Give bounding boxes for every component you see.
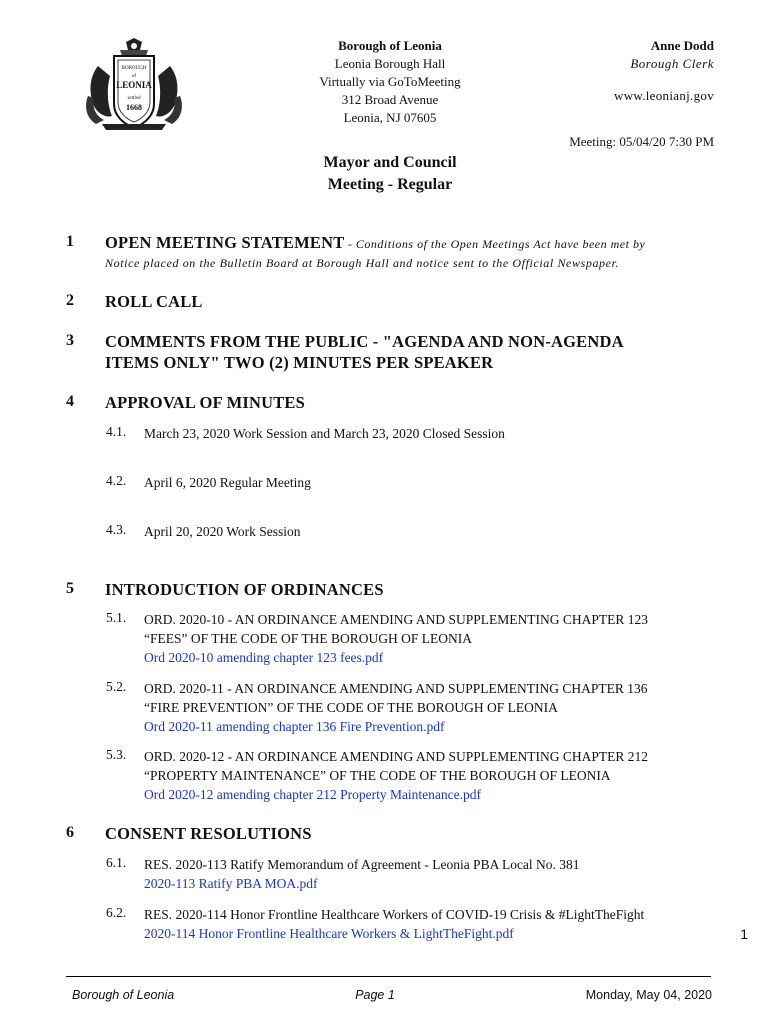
ordinance-line-1: ORD. 2020-10 - AN ORDINANCE AMENDING AND SUPPLEMENTING CHAPTER 123	[144, 612, 649, 627]
section-number: 6	[66, 824, 74, 841]
clerk-name: Anne Dodd	[650, 38, 714, 53]
section-title-line-1: COMMENTS FROM THE PUBLIC - "AGENDA AND NON-AGENDA	[105, 332, 624, 351]
seal-text-year: 1668	[126, 103, 142, 112]
website[interactable]: www.leonianj.gov	[614, 88, 714, 103]
section-number: 3	[66, 332, 74, 349]
item-number: 4.3.	[106, 522, 127, 537]
street-address: 312 Broad Avenue	[341, 92, 439, 107]
title-line-2: Meeting - Regular	[327, 176, 453, 193]
resolution-attachment-link[interactable]: 2020-113 Ratify PBA MOA.pdf	[144, 876, 318, 891]
org-name: Borough of Leonia	[338, 38, 442, 53]
seal-text-borough: BOROUGH	[121, 66, 147, 71]
title-line-1: Mayor and Council	[323, 154, 457, 171]
ordinance-attachment-link[interactable]: Ord 2020-12 amending chapter 212 Property Maintenance.pdf	[144, 787, 482, 802]
ordinance-line-2: “FEES” OF THE CODE OF THE BOROUGH OF LEONIA	[144, 631, 473, 646]
resolution-attachment-link[interactable]: 2020-114 Honor Frontline Healthcare Workers & LightTheFight.pdf	[144, 926, 514, 941]
item-number: 4.1.	[106, 424, 127, 439]
ordinance-item	[144, 610, 714, 667]
section-title-public-comments	[105, 331, 725, 373]
ordinance-attachment-link[interactable]: Ord 2020-11 amending chapter 136 Fire Prevention.pdf	[144, 719, 445, 734]
seal-text-of: of	[131, 74, 137, 79]
ordinance-line-1: ORD. 2020-11 - AN ORDINANCE AMENDING AND SUPPLEMENTING CHAPTER 136	[144, 681, 648, 696]
city-address: Leonia, NJ 07605	[343, 110, 437, 125]
minutes-item: April 20, 2020 Work Session	[144, 524, 301, 539]
section-number: 4	[66, 393, 74, 410]
ordinance-line-1: ORD. 2020-12 - AN ORDINANCE AMENDING AND SUPPLEMENTING CHAPTER 212	[144, 749, 649, 764]
item-number: 5.1.	[106, 610, 127, 625]
section-title-roll-call: ROLL CALL	[105, 292, 203, 311]
item-number: 5.3.	[106, 747, 127, 762]
side-page-number: 1	[740, 926, 748, 942]
ordinance-item	[144, 679, 714, 736]
section-number: 2	[66, 292, 74, 309]
section-number: 5	[66, 580, 74, 597]
seal-text-settled: settled	[127, 96, 141, 101]
ordinance-line-2: “FIRE PREVENTION” OF THE CODE OF THE BOROUGH OF LEONIA	[144, 700, 558, 715]
footer-divider	[66, 976, 711, 977]
section-title-approval-minutes: APPROVAL OF MINUTES	[105, 393, 305, 412]
clerk-block	[514, 37, 714, 73]
item-number: 6.1.	[106, 855, 127, 870]
ordinance-line-2: “PROPERTY MAINTENANCE” OF THE CODE OF THE BOROUGH OF LEONIA	[144, 768, 611, 783]
section-title-consent-resolutions: CONSENT RESOLUTIONS	[105, 824, 312, 843]
section-title-ordinances: INTRODUCTION OF ORDINANCES	[105, 580, 384, 599]
meeting-datetime: Meeting: 05/04/20 7:30 PM	[569, 134, 714, 149]
section-number: 1	[66, 233, 74, 250]
virtual-location: Virtually via GoToMeeting	[319, 74, 461, 89]
resolution-item	[144, 855, 714, 893]
minutes-item: April 6, 2020 Regular Meeting	[144, 475, 311, 490]
resolution-text: RES. 2020-114 Honor Frontline Healthcare Workers of COVID-19 Crisis & #LightTheFight	[144, 907, 645, 922]
borough-seal-logo	[80, 36, 188, 132]
ordinance-attachment-link[interactable]: Ord 2020-10 amending chapter 123 fees.pdf	[144, 650, 384, 665]
footer-date: Monday, May 04, 2020	[585, 988, 712, 1002]
resolution-item	[144, 905, 714, 943]
resolution-text: RES. 2020-113 Ratify Memorandum of Agreement - Leonia PBA Local No. 381	[144, 857, 580, 872]
item-number: 4.2.	[106, 473, 127, 488]
ordinance-item	[144, 747, 714, 804]
item-number: 5.2.	[106, 679, 127, 694]
minutes-item: March 23, 2020 Work Session and March 23, 2020 Closed Session	[144, 426, 505, 441]
section-title-line-2: ITEMS ONLY" TWO (2) MINUTES PER SPEAKER	[105, 353, 494, 372]
seal-text-leonia: LEONIA	[116, 80, 152, 90]
page-title	[270, 152, 510, 196]
item-number: 6.2.	[106, 905, 127, 920]
clerk-title: Borough Clerk	[630, 56, 714, 71]
open-meeting-note: - Conditions of the Open Meetings Act have been met by	[344, 237, 646, 251]
footer-left: Borough of Leonia	[72, 988, 175, 1002]
open-meeting-note-continued: Notice placed on the Bulletin Board at Borough Hall and notice sent to the Official Newspaper.	[105, 256, 620, 270]
footer-page-number: Page 1	[355, 988, 395, 1002]
hall-name: Leonia Borough Hall	[334, 56, 446, 71]
section-title-text: OPEN MEETING STATEMENT	[105, 233, 345, 252]
borough-address-block	[270, 37, 510, 127]
section-title-open-meeting	[105, 232, 725, 255]
